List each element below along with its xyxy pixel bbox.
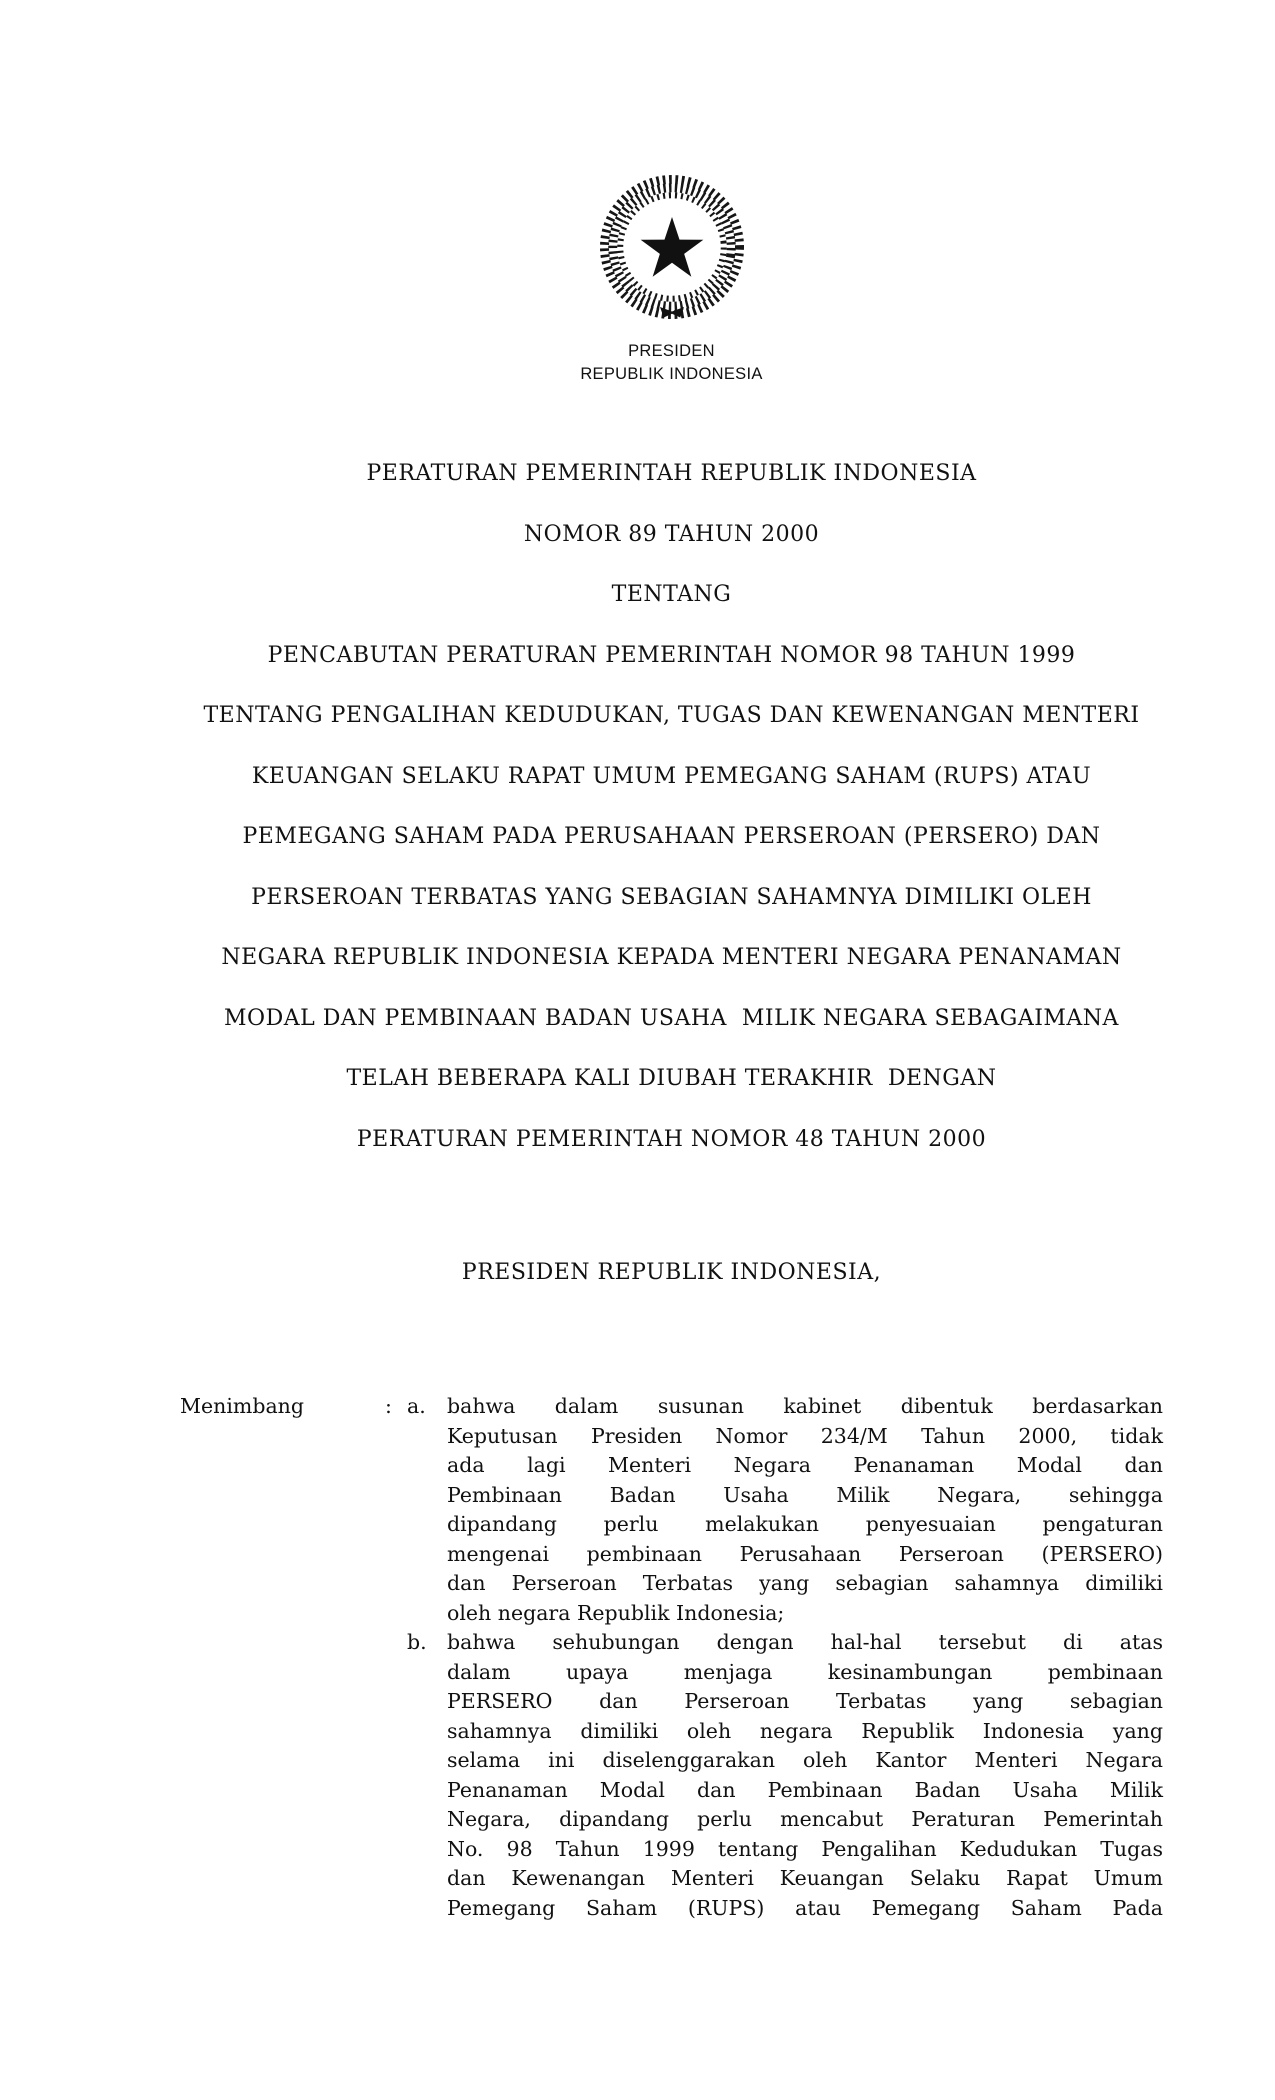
title-line: MODAL DAN PEMBINAAN BADAN USAHA MILIK NEGARA SEBAGAIMANA: [224, 1005, 1119, 1031]
body-line: bahwa sehubungan dengan hal-hal tersebut di atas: [447, 1630, 1163, 1654]
title-line: TELAH BEBERAPA KALI DIUBAH TERAKHIR DENGAN: [346, 1066, 997, 1091]
title-line: KEUANGAN SELAKU RAPAT UMUM PEMEGANG SAHAM (RUPS) ATAU: [251, 763, 1092, 789]
item-marker: b.: [407, 1630, 427, 1654]
letterhead: [180, 172, 1163, 386]
item-marker: a.: [407, 1394, 426, 1418]
title-line: PENCABUTAN PERATURAN PEMERINTAH NOMOR 98 TAHUN 1999: [267, 642, 1076, 668]
consideration-item-b: [407, 1628, 1163, 1923]
body-line: Keputusan Presiden Nomor 234/M Tahun 2000, tidak: [447, 1423, 1163, 1448]
consideration-items: [407, 1392, 1163, 1923]
body-line: sahamnya dimiliki oleh negara Republik Indonesia yang: [447, 1718, 1163, 1743]
salutation-line: PRESIDEN REPUBLIK INDONESIA,: [461, 1260, 882, 1285]
colon-separator: :: [385, 1394, 392, 1418]
consideration-text-a: [447, 1392, 1163, 1628]
body-line: PERSERO dan Perseroan Terbatas yang sebagian: [447, 1689, 1163, 1713]
letterhead-text: [180, 340, 1163, 386]
menimbang-label: Menimbang: [180, 1394, 304, 1418]
considerations-section: [180, 1392, 1163, 1923]
body-line: Negara, dipandang perlu mencabut Peraturan Pemerintah: [447, 1807, 1163, 1831]
state-emblem-star-wreath-icon: [597, 172, 747, 322]
body-line: dan Perseroan Terbatas yang sebagian sahamnya dimiliki: [447, 1571, 1163, 1595]
consideration-text-b: [447, 1628, 1163, 1923]
letterhead-line-republik-indonesia: REPUBLIK INDONESIA: [580, 365, 763, 383]
title-line: PERSEROAN TERBATAS YANG SEBAGIAN SAHAMNYA DIMILIKI OLEH: [251, 884, 1092, 910]
title-line: PEMEGANG SAHAM PADA PERUSAHAAN PERSEROAN (PERSERO) DAN: [242, 824, 1101, 849]
title-line: NOMOR 89 TAHUN 2000: [523, 521, 820, 547]
body-line: Penanaman Modal dan Pembinaan Badan Usaha Milik: [447, 1777, 1163, 1802]
body-line: mengenai pembinaan Perusahaan Perseroan (PERSERO): [447, 1541, 1163, 1566]
regulation-title-block: [180, 444, 1163, 1170]
title-line: PERATURAN PEMERINTAH NOMOR 48 TAHUN 2000: [356, 1126, 987, 1152]
body-line: No. 98 Tahun 1999 tentang Pengalihan Kedudukan Tugas: [447, 1836, 1163, 1861]
body-line: dipandang perlu melakukan penyesuaian pengaturan: [447, 1512, 1163, 1536]
body-line: oleh negara Republik Indonesia;: [447, 1600, 785, 1625]
consideration-item-a: [407, 1392, 1163, 1628]
body-line: Pemegang Saham (RUPS) atau Pemegang Saham Pada: [447, 1895, 1163, 1920]
title-line: TENTANG PENGALIHAN KEDUDUKAN, TUGAS DAN KEWENANGAN MENTERI: [203, 703, 1140, 728]
letterhead-line-presiden: PRESIDEN: [628, 342, 715, 360]
body-line: selama ini diselenggarakan oleh Kantor Menteri Negara: [447, 1748, 1163, 1772]
body-line: bahwa dalam susunan kabinet dibentuk berdasarkan: [447, 1394, 1163, 1418]
title-line: PERATURAN PEMERINTAH REPUBLIK INDONESIA: [366, 461, 977, 486]
body-line: dalam upaya menjaga kesinambungan pembinaan: [447, 1659, 1163, 1684]
body-line: dan Kewenangan Menteri Keuangan Selaku Rapat Umum: [447, 1866, 1163, 1890]
title-line: TENTANG: [611, 582, 732, 607]
body-line: Pembinaan Badan Usaha Milik Negara, sehingga: [447, 1482, 1163, 1507]
title-line: NEGARA REPUBLIK INDONESIA KEPADA MENTERI NEGARA PENANAMAN: [221, 945, 1122, 970]
body-line: ada lagi Menteri Negara Penanaman Modal dan: [447, 1453, 1163, 1477]
